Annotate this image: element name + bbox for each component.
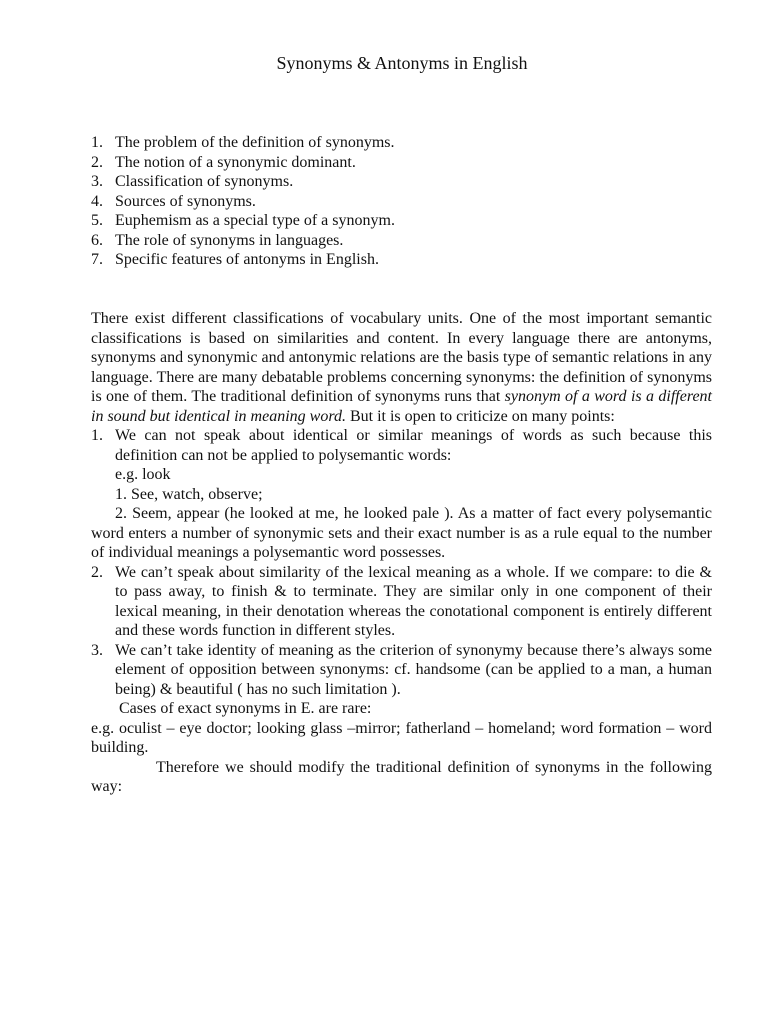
- outline-item-text: Classification of synonyms.: [115, 173, 294, 190]
- exact-cases-line: Cases of exact synonyms in E. are rare:: [119, 700, 372, 717]
- outline-item-text: Specific features of antonyms in English.: [115, 251, 379, 268]
- outline-item-number: 5.: [91, 212, 103, 229]
- outline-item-number: 1.: [91, 134, 103, 151]
- point-number: 1.: [91, 427, 103, 444]
- numbered-point-1: [91, 426, 712, 504]
- outline-item-text: The role of synonyms in languages.: [115, 231, 344, 249]
- intro-paragraph: [91, 309, 712, 426]
- point-number: 3.: [91, 641, 103, 659]
- outline-item-number: 6.: [91, 231, 103, 249]
- outline-item: [91, 153, 731, 173]
- outline-item-number: 2.: [91, 153, 103, 171]
- outline-item-text: The notion of a synonymic dominant.: [115, 153, 356, 171]
- outline-item-text: Euphemism as a special type of a synonym.: [115, 212, 395, 229]
- outline-item-text: Sources of synonyms.: [115, 192, 256, 210]
- example-sense-2: 2. Seem, appear (he looked at me, he looked pale ). As a matter of fact every polysemantic word enters a number of synonymic sets and their exact number is as a rule equal to the number of individual meanings a polysemantic word possesses.: [91, 505, 712, 561]
- definition-italic: synonym of a word is a different in sound but identical in meaning word.: [91, 388, 713, 425]
- outline-item: [91, 231, 731, 251]
- point-paragraph: We can not speak about identical or similar meanings of words as such because this definition can not be applied to polysemantic words:: [115, 427, 712, 464]
- example-sense-1: 1. See, watch, observe;: [115, 485, 263, 503]
- conclusion-paragraph: Therefore we should modify the traditional definition of synonyms in the following way:: [91, 758, 712, 795]
- outline-item: [91, 133, 731, 153]
- point-paragraph: We can’t take identity of meaning as the criterion of synonymy because there’s always some element of opposition between synonyms: cf. handsome (can be applied to a man, a human being) & beautiful ( has no such limitation ).: [115, 641, 712, 698]
- outline-item-number: 7.: [91, 251, 103, 268]
- point-text: [115, 426, 712, 504]
- outline-item-number: 4.: [91, 192, 103, 210]
- intro-text-end: But it is open to criticize on many points:: [345, 407, 615, 425]
- numbered-point-2: [91, 563, 712, 641]
- outline-item: [91, 172, 731, 192]
- body-text: [91, 309, 712, 797]
- example-label: e.g. look: [115, 466, 171, 483]
- outline-item-number: 3.: [91, 173, 103, 190]
- outline-item-text: The problem of the definition of synonyms.: [115, 134, 395, 151]
- exact-examples-paragraph: e.g. oculist – eye doctor; looking glass –mirror; fatherland – homeland; word formation – word building.: [91, 719, 712, 756]
- point-number: 2.: [91, 563, 103, 581]
- outline-item: [91, 250, 731, 270]
- outline-list: [91, 133, 731, 270]
- outline-item: [91, 211, 731, 231]
- outline-item: [91, 192, 731, 212]
- numbered-point-3: [91, 641, 712, 700]
- document-title: Synonyms & Antonyms in English: [276, 53, 528, 73]
- point-paragraph: We can’t speak about similarity of the lexical meaning as a whole. If we compare: to die & to pass away, to finish & to terminate. They are similar only in one component of their lexical meaning, in their denotation whereas the conotational component is entirely different and these words function in different styles.: [115, 563, 712, 639]
- intro-text: There exist different classifications of vocabulary units. One of the most important semantic classifications is based on similarities and content. In every language there are antonyms, synonyms and synonymic and antonymic relations are the basis type of semantic relations in any language. There are many debatable problems concerning synonyms: the definition of synonyms is one of them. The traditional definition of synonyms runs that: [91, 310, 712, 405]
